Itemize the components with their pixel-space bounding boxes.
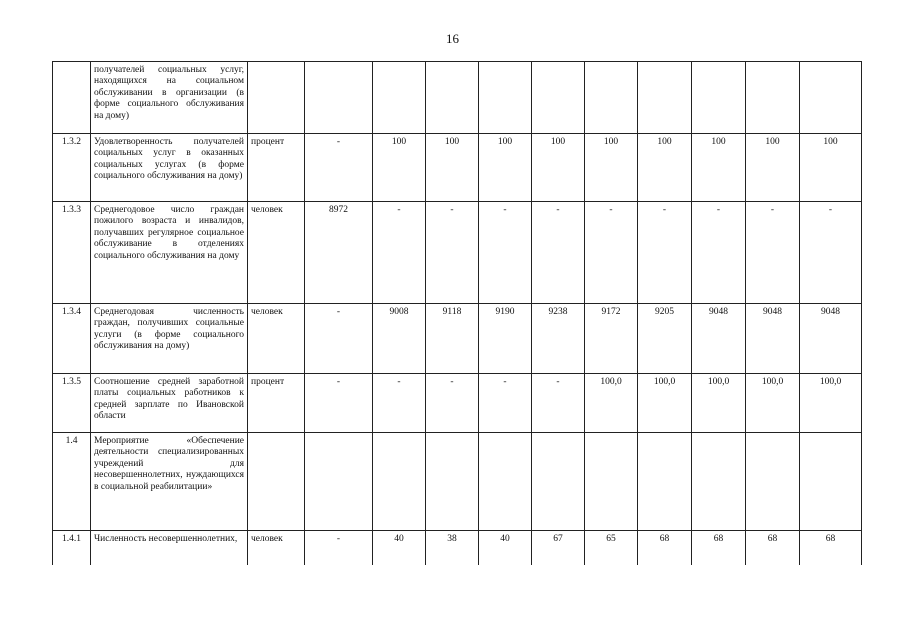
indicator-name: получателей социальных услуг, находящихся на социальном обслуживании в организации (в форме социального обслуживания на дому) xyxy=(91,62,248,134)
indicator-name: Удовлетворенность получателей социальных услуг в оказанных социальных услугах (в форме социального обслуживания на дому) xyxy=(91,134,248,202)
table-row xyxy=(53,531,862,565)
value-cell: - xyxy=(638,202,692,304)
value-cell: - xyxy=(479,202,532,304)
table-row xyxy=(53,202,862,304)
value-cell xyxy=(638,433,692,531)
indicator-name: Соотношение средней заработной платы социальных работников к средней зарплате по Ивановской области xyxy=(91,374,248,433)
indicator-name: Численность несовершеннолетних, xyxy=(91,531,248,565)
unit-cell: человек xyxy=(248,304,305,374)
page-number: 16 xyxy=(446,31,459,46)
value-cell: 9118 xyxy=(426,304,479,374)
indicator-name: Среднегодовая численность граждан, получивших социальные услуги (в форме социального обслуживания на дому) xyxy=(91,304,248,374)
value-cell xyxy=(746,433,800,531)
value-cell: 9048 xyxy=(746,304,800,374)
value-cell: 68 xyxy=(638,531,692,565)
value-cell xyxy=(746,62,800,134)
value-cell: 100,0 xyxy=(585,374,638,433)
value-cell: 100 xyxy=(746,134,800,202)
row-number: 1.3.5 xyxy=(53,374,91,433)
row-number: 1.3.2 xyxy=(53,134,91,202)
value-cell xyxy=(585,433,638,531)
value-cell: 100,0 xyxy=(692,374,746,433)
value-cell: - xyxy=(305,304,373,374)
value-cell: - xyxy=(426,374,479,433)
value-cell: 40 xyxy=(479,531,532,565)
indicator-name: Среднегодовое число граждан пожилого возраста и инвалидов, получавших регулярное социальное обслуживание в отделениях социального обслуживания на дому xyxy=(91,202,248,304)
value-cell: - xyxy=(426,202,479,304)
value-cell: - xyxy=(585,202,638,304)
value-cell: 65 xyxy=(585,531,638,565)
value-cell: 8972 xyxy=(305,202,373,304)
value-cell: 100 xyxy=(585,134,638,202)
value-cell xyxy=(426,433,479,531)
row-number: 1.4 xyxy=(53,433,91,531)
table-row xyxy=(53,134,862,202)
value-cell: 100,0 xyxy=(746,374,800,433)
row-number: 1.3.4 xyxy=(53,304,91,374)
value-cell: 40 xyxy=(373,531,426,565)
table-row xyxy=(53,304,862,374)
row-number xyxy=(53,62,91,134)
value-cell: - xyxy=(305,134,373,202)
value-cell: - xyxy=(305,374,373,433)
table-row xyxy=(53,433,862,531)
value-cell: 68 xyxy=(800,531,862,565)
unit-cell: процент xyxy=(248,134,305,202)
value-cell xyxy=(532,62,585,134)
value-cell: 38 xyxy=(426,531,479,565)
unit-cell: человек xyxy=(248,202,305,304)
value-cell xyxy=(426,62,479,134)
value-cell: 67 xyxy=(532,531,585,565)
unit-cell xyxy=(248,62,305,134)
row-number: 1.4.1 xyxy=(53,531,91,565)
value-cell xyxy=(692,62,746,134)
value-cell: 9238 xyxy=(532,304,585,374)
value-cell xyxy=(800,433,862,531)
value-cell: 100 xyxy=(426,134,479,202)
value-cell: - xyxy=(479,374,532,433)
value-cell xyxy=(479,433,532,531)
value-cell: - xyxy=(373,374,426,433)
value-cell: 100,0 xyxy=(638,374,692,433)
value-cell: 100 xyxy=(800,134,862,202)
value-cell xyxy=(305,433,373,531)
value-cell: 9205 xyxy=(638,304,692,374)
value-cell: 9190 xyxy=(479,304,532,374)
value-cell: - xyxy=(746,202,800,304)
value-cell xyxy=(800,62,862,134)
table-row xyxy=(53,374,862,433)
value-cell: 100 xyxy=(479,134,532,202)
indicators-table xyxy=(52,61,862,565)
value-cell: - xyxy=(532,374,585,433)
value-cell: 100 xyxy=(532,134,585,202)
value-cell: - xyxy=(692,202,746,304)
value-cell: - xyxy=(532,202,585,304)
value-cell xyxy=(373,433,426,531)
unit-cell xyxy=(248,433,305,531)
value-cell: 9048 xyxy=(692,304,746,374)
value-cell xyxy=(479,62,532,134)
indicator-name: Мероприятие «Обеспечение деятельности специализированных учреждений для несовершеннолетних, нуждающихся в социальной реабилитации» xyxy=(91,433,248,531)
value-cell xyxy=(373,62,426,134)
value-cell xyxy=(532,433,585,531)
value-cell: 68 xyxy=(692,531,746,565)
value-cell xyxy=(638,62,692,134)
value-cell: 100 xyxy=(638,134,692,202)
value-cell: 100,0 xyxy=(800,374,862,433)
value-cell: 100 xyxy=(373,134,426,202)
unit-cell: процент xyxy=(248,374,305,433)
unit-cell: человек xyxy=(248,531,305,565)
table-row xyxy=(53,62,862,134)
value-cell: 9172 xyxy=(585,304,638,374)
value-cell xyxy=(585,62,638,134)
value-cell: - xyxy=(800,202,862,304)
value-cell: 9008 xyxy=(373,304,426,374)
value-cell: 9048 xyxy=(800,304,862,374)
value-cell: 68 xyxy=(746,531,800,565)
value-cell: - xyxy=(373,202,426,304)
value-cell: - xyxy=(305,531,373,565)
value-cell xyxy=(692,433,746,531)
value-cell: 100 xyxy=(692,134,746,202)
value-cell xyxy=(305,62,373,134)
row-number: 1.3.3 xyxy=(53,202,91,304)
